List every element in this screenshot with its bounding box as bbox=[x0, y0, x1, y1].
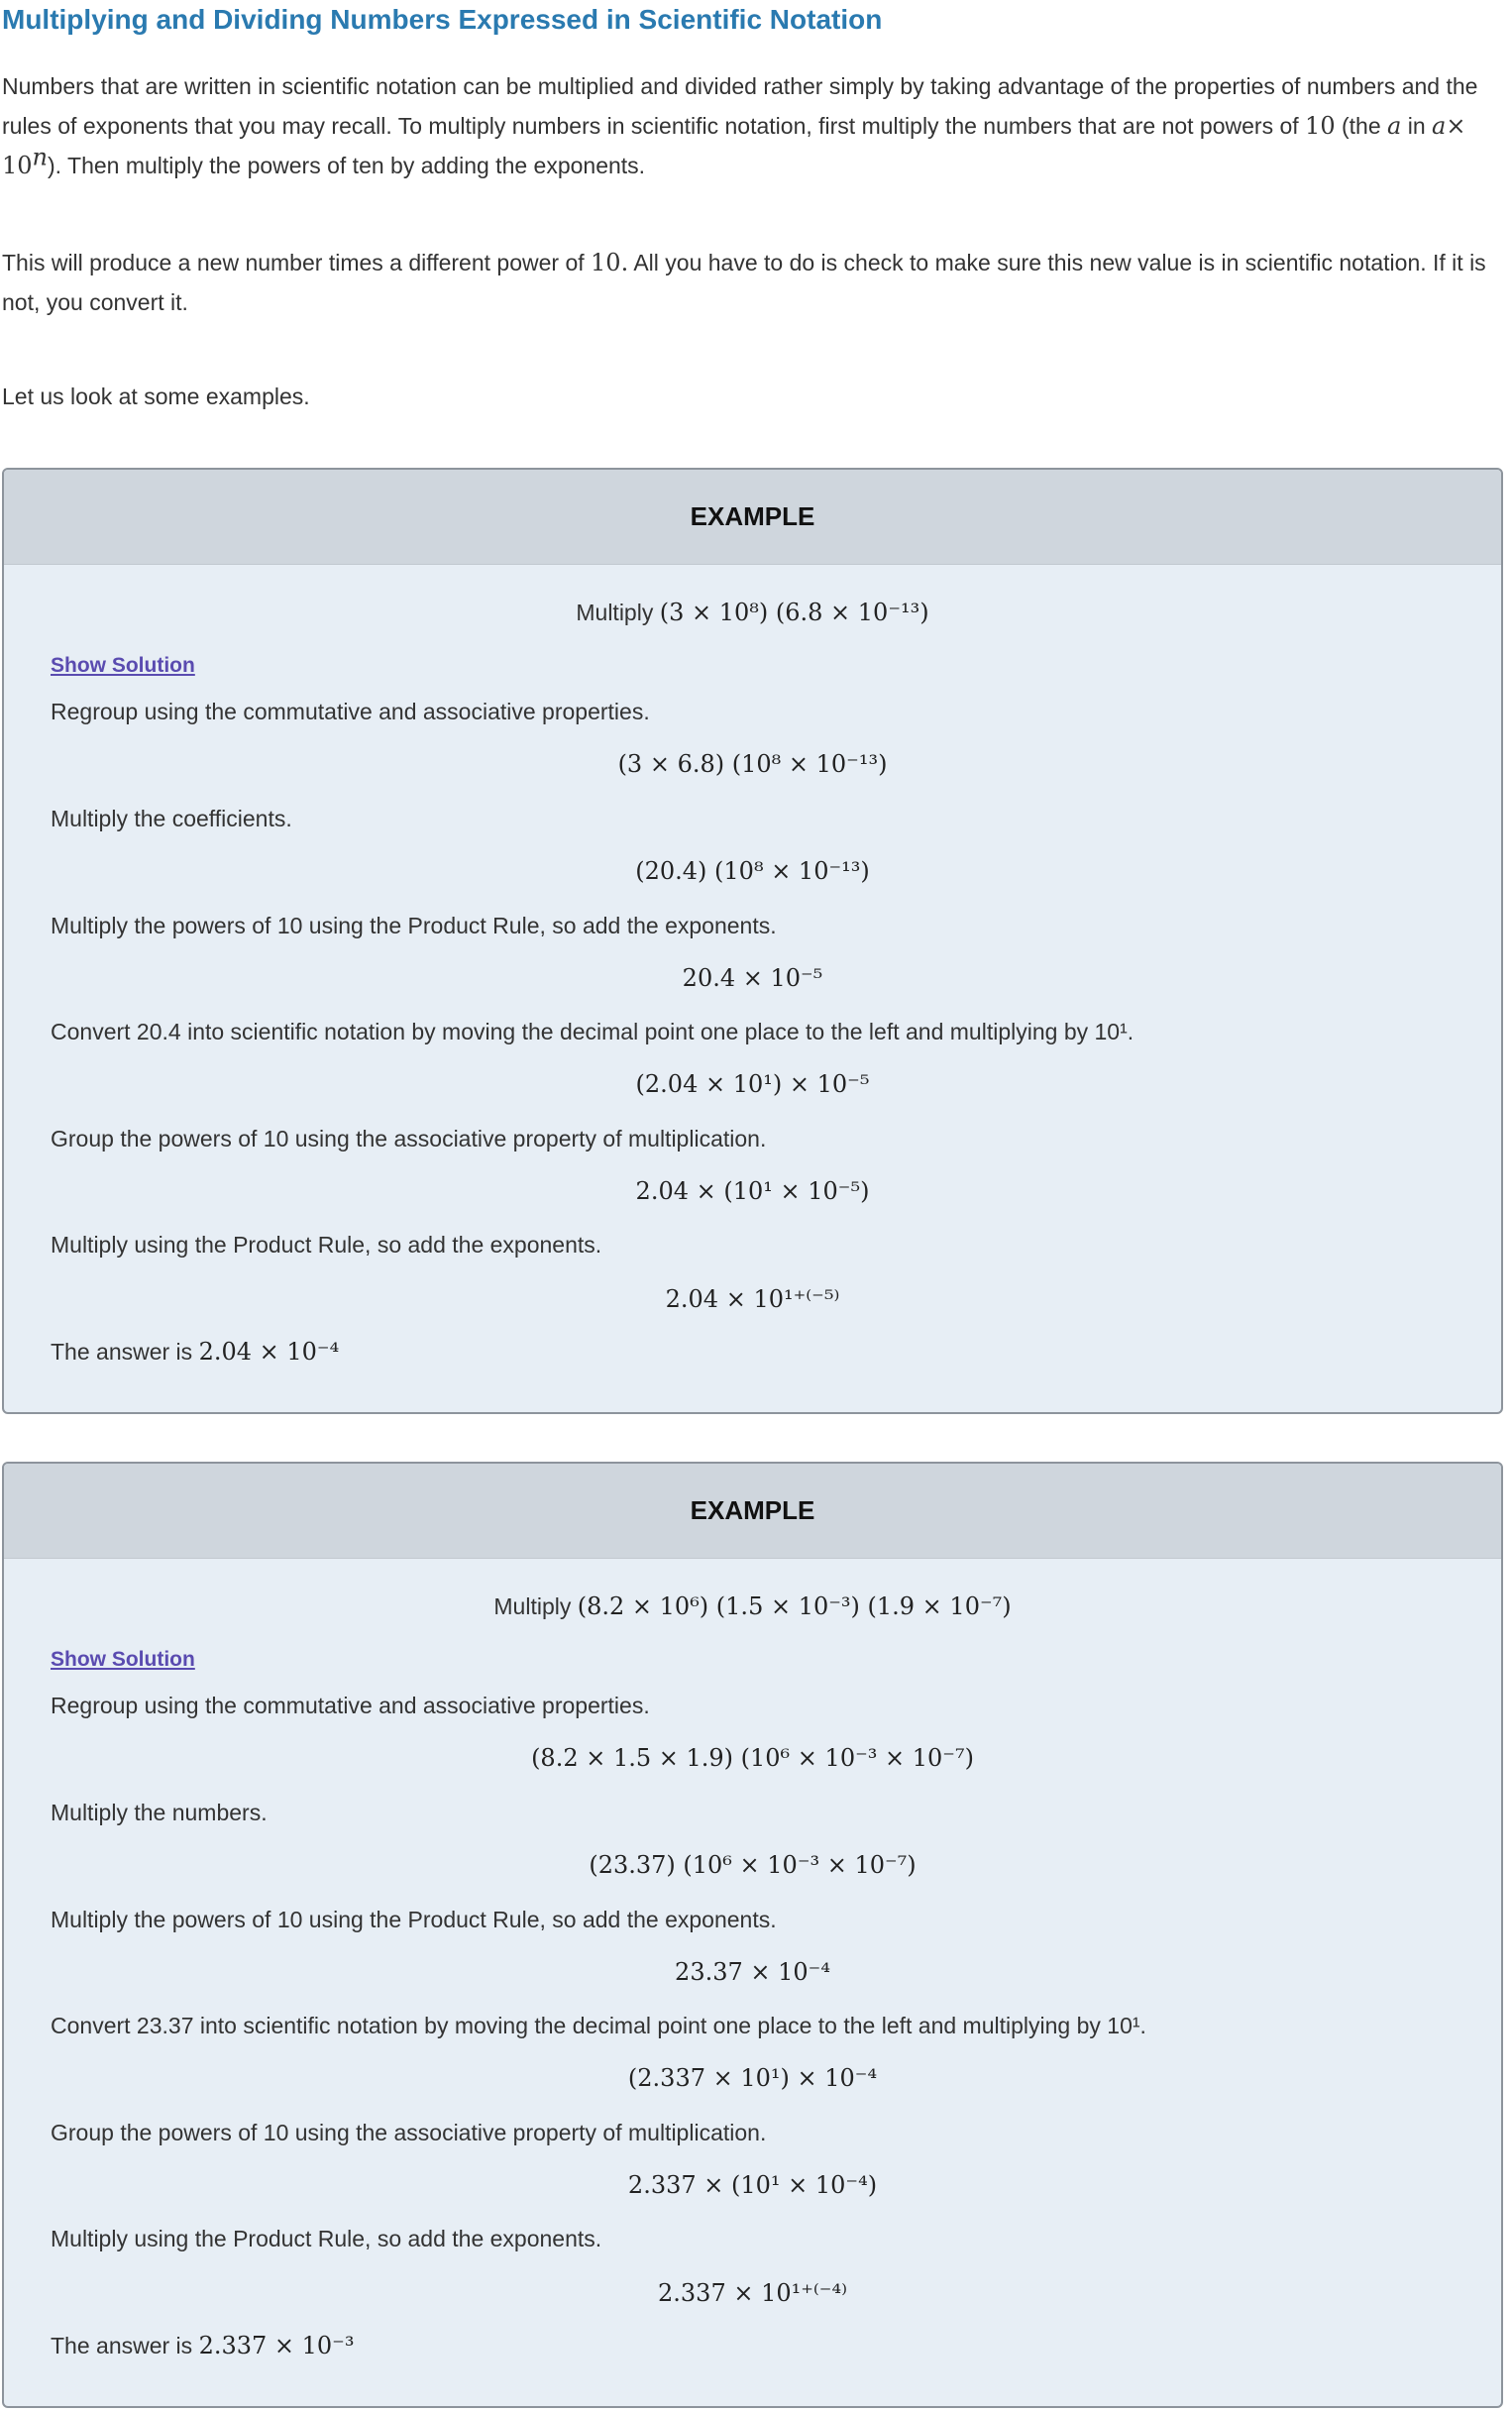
intro-paragraph-2 bbox=[2, 243, 1498, 322]
example-header: EXAMPLE bbox=[4, 470, 1501, 565]
example-box-2 bbox=[2, 1462, 1503, 2408]
intro-text: in bbox=[1407, 113, 1426, 139]
intro-math-a: a bbox=[1387, 112, 1402, 140]
step-math: (3 × 6.8) (10⁸ × 10⁻¹³) bbox=[617, 750, 888, 778]
step-math: 2.337 × (10¹ × 10⁻⁴) bbox=[627, 2171, 878, 2199]
step-text: Multiply the numbers. bbox=[51, 1800, 268, 1825]
step-math: (20.4) (10⁸ × 10⁻¹³) bbox=[635, 857, 870, 885]
step-text: Multiply the coefficients. bbox=[51, 806, 292, 831]
step-math: 2.04 × 10¹⁺⁽⁻⁵⁾ bbox=[665, 1285, 840, 1313]
intro-text: This will produce a new number times a different power of bbox=[2, 250, 585, 275]
step-text: Multiply using the Product Rule, so add the exponents. bbox=[51, 1232, 602, 1258]
example-box-1 bbox=[2, 468, 1503, 1414]
intro-text: Numbers that are written in scientific notation can be multiplied and divided rather simply by taking advantage of the properties of numbers and the rules of exponents that you may recall. To multiply numbers in scientific notation, first multiply the numbers that are not powers of bbox=[2, 73, 1478, 139]
intro-math-a: a bbox=[1432, 112, 1447, 140]
answer-label: The answer is bbox=[51, 1339, 193, 1365]
step-text: Regroup using the commutative and associative properties. bbox=[51, 699, 650, 724]
intro-paragraph-1 bbox=[2, 66, 1498, 185]
intro-text: All you have to do is check to make sure this new value is in scientific notation. If it is not, you convert it. bbox=[2, 250, 1486, 315]
answer-label: The answer is bbox=[51, 2333, 193, 2358]
step-text: Convert 20.4 into scientific notation by moving the decimal point one place to the left and multiplying by 10¹. bbox=[51, 1019, 1134, 1044]
step-text: Group the powers of 10 using the associative property of multiplication. bbox=[51, 1126, 767, 1151]
example-prompt bbox=[4, 1592, 1501, 1620]
step-math: 2.04 × (10¹ × 10⁻⁵) bbox=[635, 1177, 870, 1205]
intro-math-ten: 10 bbox=[1305, 112, 1336, 140]
step-math: 2.337 × 10¹⁺⁽⁻⁴⁾ bbox=[658, 2279, 847, 2307]
step-math: (2.04 × 10¹) × 10⁻⁵ bbox=[635, 1070, 870, 1098]
show-solution-link[interactable]: Show Solution bbox=[51, 1648, 195, 1671]
prompt-expression: (3 × 10⁸) (6.8 × 10⁻¹³) bbox=[659, 599, 929, 626]
step-math: (8.2 × 1.5 × 1.9) (10⁶ × 10⁻³ × 10⁻⁷) bbox=[531, 1744, 974, 1772]
answer-line bbox=[51, 2332, 354, 2359]
prompt-label: Multiply bbox=[493, 1593, 572, 1619]
example-header: EXAMPLE bbox=[4, 1464, 1501, 1559]
prompt-expression: (8.2 × 10⁶) (1.5 × 10⁻³) (1.9 × 10⁻⁷) bbox=[577, 1592, 1012, 1620]
step-text: Convert 23.37 into scientific notation by moving the decimal point one place to the left and multiplying by 10¹. bbox=[51, 2013, 1146, 2038]
intro-math-ten: 10. bbox=[591, 249, 629, 276]
step-math: 23.37 × 10⁻⁴ bbox=[675, 1958, 830, 1986]
prompt-label: Multiply bbox=[576, 600, 654, 625]
intro-text: ). Then multiply the powers of ten by adding the exponents. bbox=[48, 153, 646, 178]
answer-math: 2.04 × 10⁻⁴ bbox=[198, 1338, 340, 1366]
step-math: (23.37) (10⁶ × 10⁻³ × 10⁻⁷) bbox=[589, 1851, 917, 1879]
step-text: Regroup using the commutative and associative properties. bbox=[51, 1693, 650, 1718]
step-text: Multiply the powers of 10 using the Product Rule, so add the exponents. bbox=[51, 1907, 777, 1932]
intro-paragraph-3: Let us look at some examples. bbox=[2, 384, 310, 409]
step-math: (2.337 × 10¹) × 10⁻⁴ bbox=[627, 2064, 878, 2092]
example-prompt bbox=[4, 599, 1501, 626]
step-math: 20.4 × 10⁻⁵ bbox=[682, 964, 823, 992]
page-title: Multiplying and Dividing Numbers Expressed in Scientific Notation bbox=[2, 4, 883, 35]
step-text: Multiply using the Product Rule, so add the exponents. bbox=[51, 2226, 602, 2251]
step-text: Group the powers of 10 using the associative property of multiplication. bbox=[51, 2120, 767, 2145]
show-solution-link[interactable]: Show Solution bbox=[51, 654, 195, 677]
answer-line bbox=[51, 1338, 339, 1366]
intro-math-n: n bbox=[32, 143, 49, 171]
intro-math-times-ten: × 10 bbox=[2, 112, 1466, 179]
intro-text: (the bbox=[1341, 113, 1381, 139]
answer-math: 2.337 × 10⁻³ bbox=[198, 2332, 355, 2359]
step-text: Multiply the powers of 10 using the Product Rule, so add the exponents. bbox=[51, 913, 777, 938]
